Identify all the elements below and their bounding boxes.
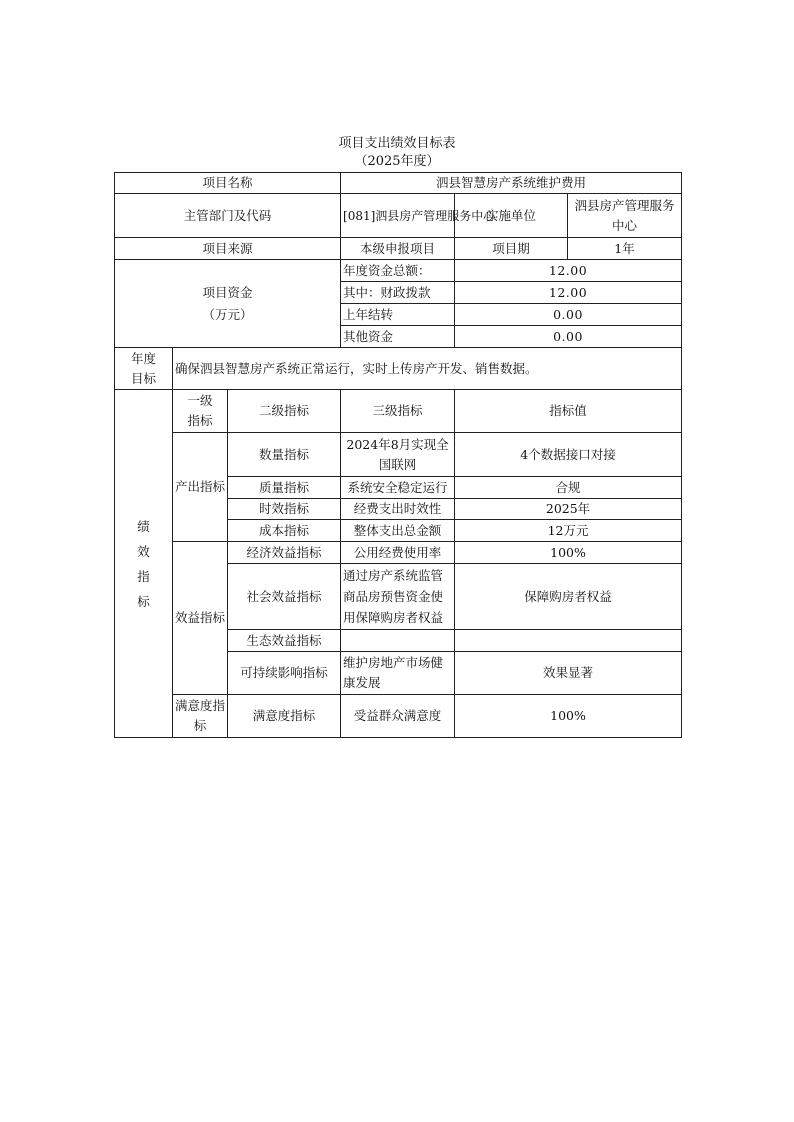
project-name-value: 泗县智慧房产系统维护费用 bbox=[341, 173, 682, 194]
level3-cell: 系统安全稳定运行 bbox=[341, 477, 455, 499]
level3-cell bbox=[341, 630, 455, 652]
document-title: 项目支出绩效目标表 bbox=[338, 136, 456, 151]
implementing-unit-value: 泗县房产管理服务中心 bbox=[568, 194, 682, 238]
level3-cell: 经费支出时效性 bbox=[341, 499, 455, 520]
funds-row-value: 0.00 bbox=[455, 304, 682, 326]
header-level1-line2: 指标 bbox=[187, 413, 213, 428]
value-cell bbox=[455, 630, 682, 652]
header-value: 指标值 bbox=[455, 390, 682, 433]
level3-cell: 受益群众满意度 bbox=[341, 695, 455, 738]
level3-cell: 公用经费使用率 bbox=[341, 542, 455, 564]
level2-cell: 成本指标 bbox=[228, 520, 341, 542]
value-cell: 4个数据接口对接 bbox=[455, 433, 682, 477]
annual-goal-label bbox=[115, 348, 173, 390]
indicators-char: 标 bbox=[137, 593, 150, 609]
funds-row-label: 其中：财政拨款 bbox=[341, 282, 455, 304]
level3-cell: 整体支出总金额 bbox=[341, 520, 455, 542]
level2-cell: 质量指标 bbox=[228, 477, 341, 499]
period-label: 项目期 bbox=[455, 238, 568, 260]
output-indicator-label: 产出指标 bbox=[173, 433, 228, 542]
implementing-unit-label: 实施单位 bbox=[455, 194, 568, 238]
header-level1-line1: 一级 bbox=[187, 393, 213, 408]
funds-row-value: 12.00 bbox=[455, 282, 682, 304]
value-cell: 100% bbox=[455, 542, 682, 564]
level2-cell: 满意度指标 bbox=[228, 695, 341, 738]
performance-target-table bbox=[114, 172, 682, 738]
header-level3: 三级指标 bbox=[341, 390, 455, 433]
department-label: 主管部门及代码 bbox=[115, 194, 341, 238]
indicators-char: 效 bbox=[137, 543, 150, 559]
level2-cell: 经济效益指标 bbox=[228, 542, 341, 564]
level3-cell: 维护房地产市场健康发展 bbox=[341, 652, 455, 695]
value-cell: 100% bbox=[455, 695, 682, 738]
annual-goal-label-line2: 目标 bbox=[130, 370, 156, 386]
benefit-indicator-label: 效益指标 bbox=[173, 542, 228, 695]
document-subtitle: （2025年度） bbox=[354, 154, 440, 169]
annual-goal-text: 确保泗县智慧房产系统正常运行，实时上传房产开发、销售数据。 bbox=[173, 348, 682, 390]
annual-goal-label-line1: 年度 bbox=[130, 350, 156, 366]
funds-row-value: 12.00 bbox=[455, 260, 682, 282]
satisfaction-indicator-label: 满意度指标 bbox=[173, 695, 228, 738]
value-cell: 保障购房者权益 bbox=[455, 564, 682, 630]
funds-label bbox=[115, 260, 341, 348]
header-level1 bbox=[173, 390, 228, 433]
value-cell: 效果显著 bbox=[455, 652, 682, 695]
level2-cell: 生态效益指标 bbox=[228, 630, 341, 652]
funds-row-label: 年度资金总额： bbox=[341, 260, 455, 282]
level3-cell: 通过房产系统监管商品房预售资金使用保障购房者权益 bbox=[341, 564, 455, 630]
indicators-section-label bbox=[115, 390, 173, 738]
header-level2: 二级指标 bbox=[228, 390, 341, 433]
funds-row-value: 0.00 bbox=[455, 326, 682, 348]
level2-cell: 社会效益指标 bbox=[228, 564, 341, 630]
level2-cell: 可持续影响指标 bbox=[228, 652, 341, 695]
project-name-label: 项目名称 bbox=[115, 173, 341, 194]
funds-row-label: 上年结转 bbox=[341, 304, 455, 326]
source-value: 本级申报项目 bbox=[341, 238, 455, 260]
value-cell: 2025年 bbox=[455, 499, 682, 520]
period-value: 1年 bbox=[568, 238, 682, 260]
funds-label-line1: 项目资金 bbox=[202, 284, 253, 300]
level2-cell: 数量指标 bbox=[228, 433, 341, 477]
indicators-char: 绩 bbox=[137, 518, 150, 534]
department-value: [081]泗县房产管理服务中心 bbox=[341, 194, 455, 238]
level3-cell: 2024年8月实现全国联网 bbox=[341, 433, 455, 477]
value-cell: 合规 bbox=[455, 477, 682, 499]
value-cell: 12万元 bbox=[455, 520, 682, 542]
funds-label-line2: （万元） bbox=[202, 306, 253, 322]
funds-row-label: 其他资金 bbox=[341, 326, 455, 348]
level2-cell: 时效指标 bbox=[228, 499, 341, 520]
source-label: 项目来源 bbox=[115, 238, 341, 260]
indicators-char: 指 bbox=[137, 568, 150, 584]
